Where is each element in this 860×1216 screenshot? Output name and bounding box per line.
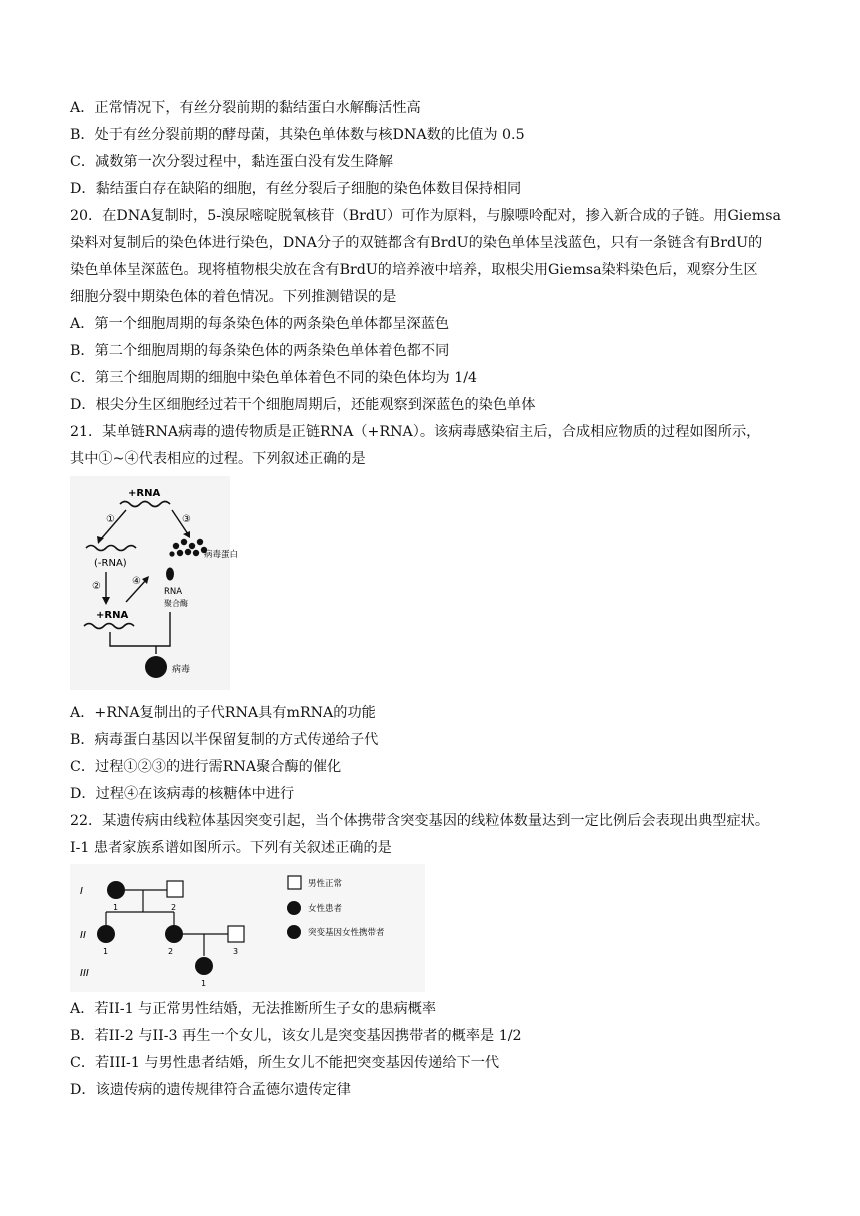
viral-protein-label: 病毒蛋白 <box>204 550 239 560</box>
minus-rna-label: (-RNA) <box>94 558 127 569</box>
q21-option-b: B．病毒蛋白基因以半保留复制的方式传递给子代 <box>70 732 379 748</box>
step3-label: ③ <box>182 514 191 525</box>
pedigree-II-1-female-patient <box>97 925 115 943</box>
plus-rna-label: +RNA <box>96 610 129 621</box>
generation-label-2: II <box>80 930 86 941</box>
legend-female-patient-symbol <box>287 901 301 915</box>
svg-text:2: 2 <box>168 947 174 956</box>
top-rna-label: +RNA <box>128 488 161 499</box>
q20-option-d: D．根尖分生区细胞经过若干个细胞周期后，还能观察到深蓝色的染色单体 <box>70 397 536 413</box>
q19-option-b: B．处于有丝分裂前期的酵母菌，其染色单体数与核DNA数的比值为 0.5 <box>70 127 525 143</box>
q20-stem-line: 细胞分裂中期染色体的着色情况。下列推测错误的是 <box>70 289 397 305</box>
legend-male-normal-symbol <box>288 876 301 889</box>
q20-stem-line: 染料对复制后的染色体进行染色，DNA分子的双链都含有BrdU的染色单体呈浅蓝色，只有一条链含有BrdU的 <box>70 235 763 251</box>
q19-option-a: A．正常情况下，有丝分裂前期的黏结蛋白水解酶活性高 <box>70 100 421 116</box>
pedigree-I-1-female-patient <box>107 881 125 899</box>
step4-label: ④ <box>132 576 141 587</box>
pedigree-II-2-female-patient <box>165 925 183 943</box>
svg-text:1: 1 <box>103 947 109 956</box>
q21-option-a: A．+RNA复制出的子代RNA具有mRNA的功能 <box>70 705 376 721</box>
q22-stem-line: 22．某遗传病由线粒体基因突变引起，当个体携带含突变基因的线粒体数量达到一定比例后会表现出典型症状。 <box>70 813 770 829</box>
q20-option-a: A．第一个细胞周期的每条染色体的两条染色单体都呈深蓝色 <box>70 316 450 332</box>
legend-male-normal-label: 男性正常 <box>308 879 343 889</box>
pedigree-I-2-male-normal <box>167 881 183 897</box>
step1-label: ① <box>106 514 115 525</box>
q20-stem-line: 20．在DNA复制时，5-溴尿嘧啶脱氧核苷（BrdU）可作为原料，与腺嘌呤配对，掺入新合成的子链。用Giemsa <box>70 208 781 224</box>
legend-female-patient-label: 女性患者 <box>308 904 343 914</box>
q21-stem-line: 21．某单链RNA病毒的遗传物质是正链RNA（+RNA）。该病毒感染宿主后，合成相应物质的过程如图所示， <box>70 424 761 440</box>
pedigree-III-1-female-patient <box>195 957 213 975</box>
virus-particle <box>145 656 167 678</box>
generation-label-3: III <box>80 968 89 979</box>
q20-option-c: C．第三个细胞周期的细胞中染色单体着色不同的染色体均为 1/4 <box>70 370 478 386</box>
q22-option-c: C．若III-1 与男性患者结婚，所生女儿不能把突变基因传递给下一代 <box>70 1055 500 1071</box>
svg-text:1: 1 <box>201 979 207 988</box>
pedigree-II-3-male-normal <box>228 926 244 942</box>
svg-text:1: 1 <box>113 903 119 912</box>
virus-label: 病毒 <box>172 665 191 675</box>
generation-label-1: I <box>80 886 83 897</box>
legend-female-carrier-symbol <box>287 925 301 939</box>
svg-text:2: 2 <box>171 903 177 912</box>
rna-polymerase-label-2: 聚合酶 <box>164 599 188 608</box>
q22-stem-line: I-1 患者家族系谱如图所示。下列有关叙述正确的是 <box>70 840 392 856</box>
step2-label: ② <box>92 581 101 592</box>
legend-female-carrier-label: 突变基因女性携带者 <box>308 928 385 938</box>
svg-text:3: 3 <box>233 947 239 956</box>
rna-polymerase-label-1: RNA <box>164 587 183 597</box>
rna-polymerase-shape <box>166 568 174 581</box>
rna-virus-replication-diagram <box>70 476 239 690</box>
q21-option-c: C．过程①②③的进行需RNA聚合酶的催化 <box>70 759 342 775</box>
q21-stem-line: 其中①~④代表相应的过程。下列叙述正确的是 <box>70 451 366 467</box>
q21-option-d: D．过程④在该病毒的核糖体中进行 <box>70 786 295 802</box>
q22-option-b: B．若II-2 与II-3 再生一个女儿，该女儿是突变基因携带者的概率是 1/2 <box>70 1028 522 1044</box>
q20-stem-line: 染色单体呈深蓝色。现将植物根尖放在含有BrdU的培养液中培养，取根尖用Giemsa染料染色后，观察分生区 <box>70 262 758 278</box>
family-pedigree-chart <box>70 864 425 992</box>
q19-option-d: D．黏结蛋白存在缺陷的细胞，有丝分裂后子细胞的染色体数目保持相同 <box>70 181 522 197</box>
q20-option-b: B．第二个细胞周期的每条染色体的两条染色单体着色都不同 <box>70 343 450 359</box>
q22-option-a: A．若II-1 与正常男性结婚，无法推断所生子女的患病概率 <box>70 1001 437 1017</box>
q22-option-d: D．该遗传病的遗传规律符合孟德尔遗传定律 <box>70 1082 351 1098</box>
q19-option-c: C．减数第一次分裂过程中，黏连蛋白没有发生降解 <box>70 154 393 170</box>
